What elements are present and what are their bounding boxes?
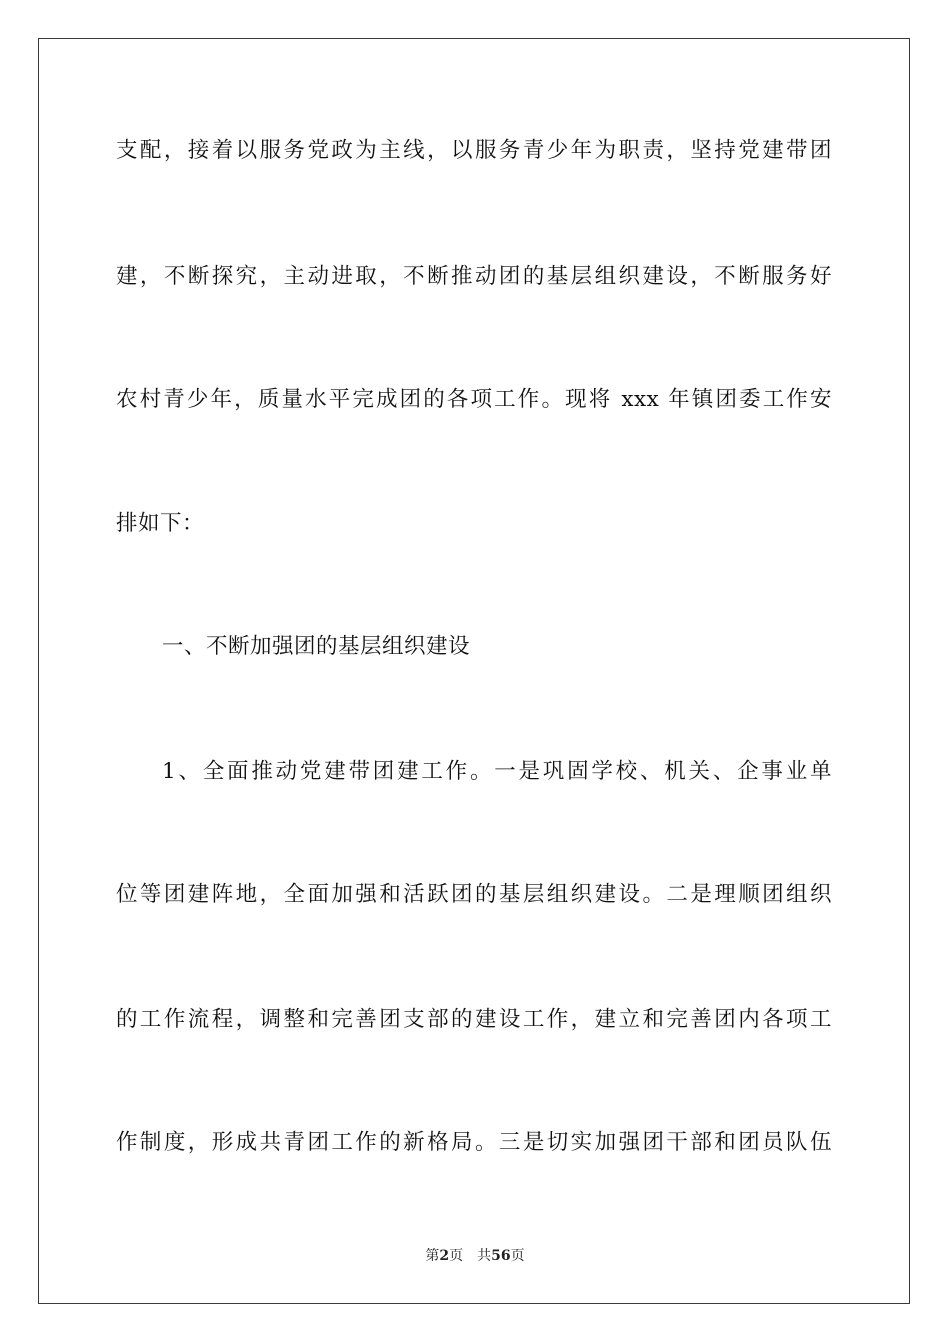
page-number: 2 <box>439 1248 450 1264</box>
text-line: 作制度，形成共青团工作的新格局。三是切实加强团干部和团员队伍 <box>116 1130 832 1155</box>
total-pages: 56 <box>491 1248 511 1264</box>
section-heading: 一、不断加强团的基层组织建设 <box>162 634 471 659</box>
page-border <box>38 38 910 1304</box>
text-line: 支配，接着以服务党政为主线，以服务青少年为职责，坚持党建带团 <box>116 138 832 163</box>
page-prefix: 第 <box>425 1248 440 1264</box>
text-line: 建，不断探究，主动进取，不断推动团的基层组织建设，不断服务好 <box>116 264 832 289</box>
text-line: 农村青少年，质量水平完成团的各项工作。现将 xxx 年镇团委工作安 <box>116 387 832 412</box>
total-prefix: 共 <box>477 1248 492 1264</box>
text-line: 的工作流程，调整和完善团支部的建设工作，建立和完善团内各项工 <box>116 1007 832 1032</box>
page-suffix: 页 <box>449 1248 464 1264</box>
text-line: 排如下： <box>116 511 205 536</box>
page-footer <box>0 1247 950 1265</box>
text-line: 位等团建阵地，全面加强和活跃团的基层组织建设。二是理顺团组织 <box>116 882 832 907</box>
text-line: 1、全面推动党建带团建工作。一是巩固学校、机关、企事业单 <box>162 759 832 784</box>
total-suffix: 页 <box>510 1248 525 1264</box>
